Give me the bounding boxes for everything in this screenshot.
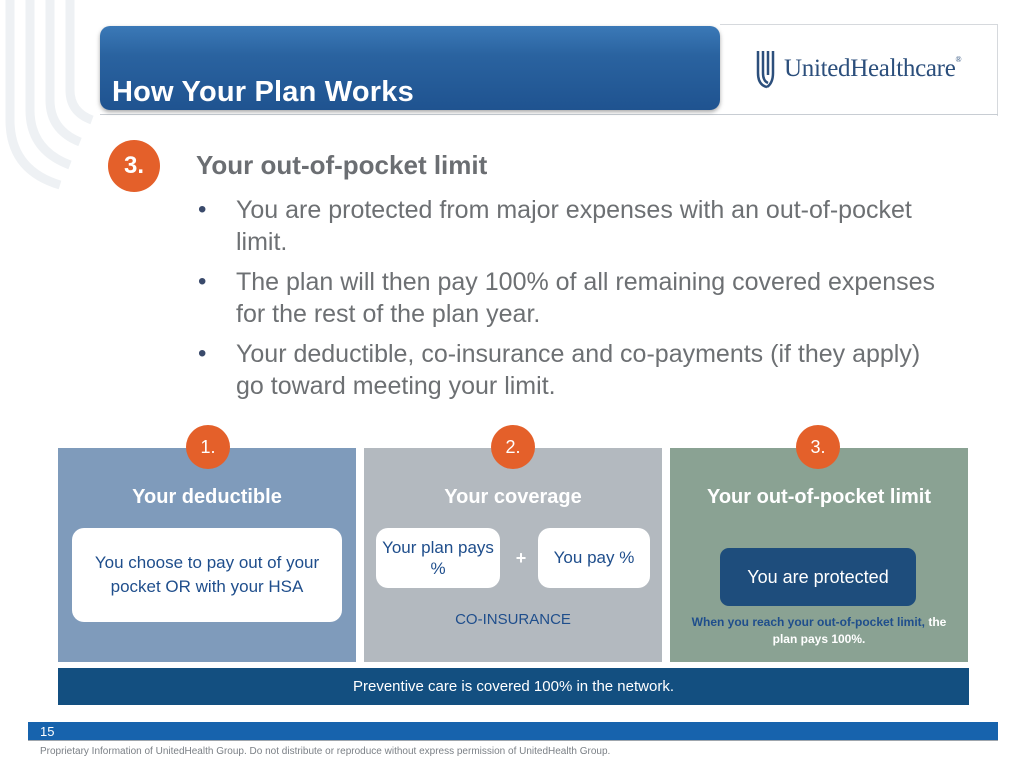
protected-card: You are protected (720, 548, 916, 606)
deductible-title: Your deductible (132, 486, 282, 508)
proprietary-notice: Proprietary Information of UnitedHealth Group. Do not distribute or reproduce without express permission of UnitedHealth Group. (40, 746, 611, 757)
panel-number-badge: 3. (796, 425, 840, 469)
plus-sign: + (515, 548, 527, 568)
page-number: 15 (40, 724, 55, 739)
uhc-u-icon (756, 49, 778, 89)
bullet-list (198, 194, 938, 410)
footer-bar (28, 722, 998, 740)
panel-number-badge: 2. (491, 425, 535, 469)
frame-top-line (720, 24, 998, 25)
panel-number-badge: 1. (186, 425, 230, 469)
deductible-card: You choose to pay out of your pocket OR with your HSA (72, 528, 342, 622)
bullet-item: • Your deductible, co-insurance and co-payments (if they apply) go toward meeting your limit. (198, 340, 921, 400)
decorative-stripes (0, 0, 110, 200)
section-heading: Your out-of-pocket limit (196, 150, 488, 180)
footer-divider (28, 740, 998, 741)
limit-note (690, 614, 948, 648)
preventive-care-banner: Preventive care is covered 100% in the network. (58, 668, 969, 705)
coinsurance-caption: CO-INSURANCE (455, 611, 571, 628)
bullet-icon: • (198, 196, 207, 223)
coverage-title: Your coverage (444, 486, 582, 508)
bullet-icon: • (198, 268, 207, 295)
limit-note-rest: the plan pays 100%. (772, 615, 947, 646)
bullet-icon: • (198, 340, 207, 367)
bullet-item: • The plan will then pay 100% of all remaining covered expenses for the rest of the plan year. (198, 268, 936, 328)
bullet-item: • You are protected from major expenses with an out-of-pocket limit. (198, 196, 912, 256)
header-divider (100, 114, 998, 115)
limit-title: Your out-of-pocket limit (706, 486, 932, 508)
frame-right-line (997, 24, 998, 116)
plan-pays-card: Your plan pays % (376, 528, 500, 588)
limit-note-highlight: When you reach your out-of-pocket limit, (691, 615, 925, 629)
page-title: How Your Plan Works (112, 76, 414, 108)
brand-logo (756, 48, 961, 90)
step-number-badge: 3. (108, 140, 160, 192)
logo-wordmark: UnitedHealthcare® (784, 55, 962, 82)
you-pay-card: You pay % (538, 528, 650, 588)
